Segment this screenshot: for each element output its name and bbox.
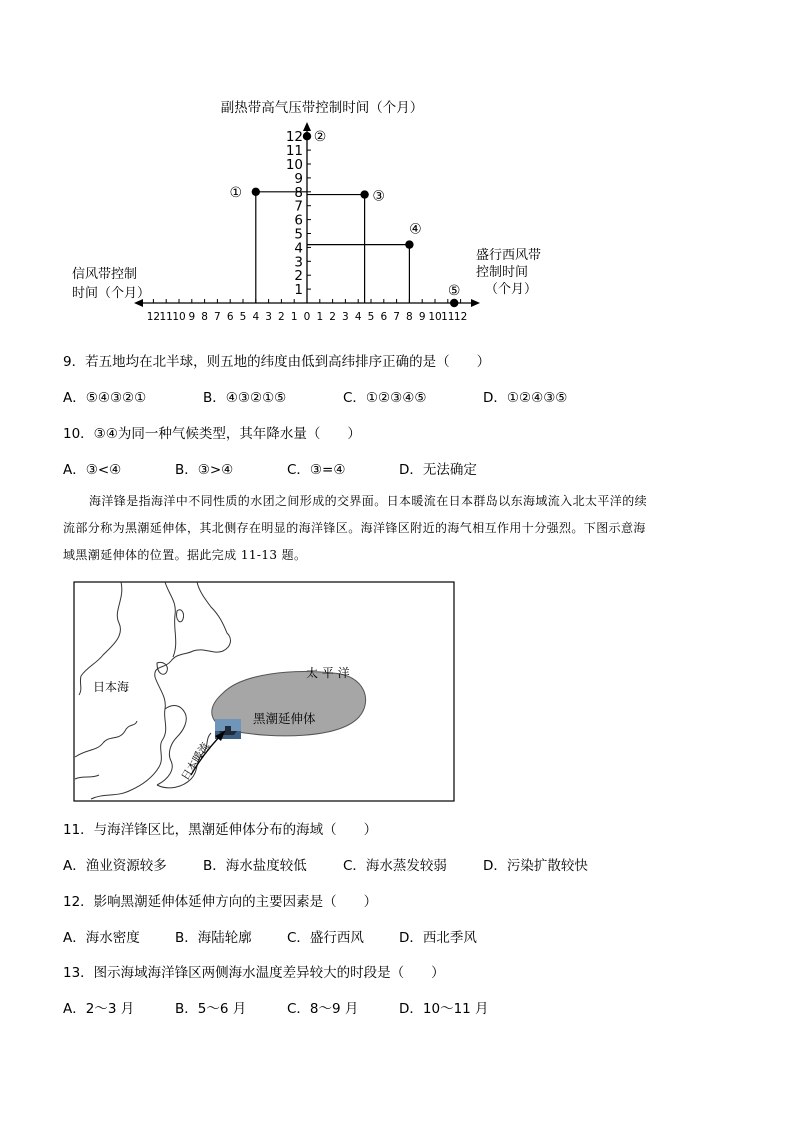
x-tick-label: 10 [428, 311, 442, 323]
data-point-label: ② [313, 129, 327, 146]
q9-option-c: C．①②③④⑤ [343, 390, 427, 406]
y-tick-label: 2 [294, 268, 303, 285]
x-tick-label: 9 [188, 311, 196, 323]
data-point-label: ③ [372, 188, 385, 205]
q11-option-b: B．海水盐度较低 [203, 858, 307, 874]
x-axis-title-right-line3: （个月） [485, 282, 538, 297]
x-tick-label: 1 [290, 311, 298, 323]
data-point [450, 299, 458, 307]
question-9: 9．若五地均在北半球，则五地的纬度由低到高纬排序正确的是（ ） [63, 354, 491, 370]
x-tick-label: 1 [316, 311, 324, 323]
q12-option-c: C．盛行西风 [287, 930, 364, 946]
current-label: 日本暖流 [179, 740, 212, 783]
passage-line-3: 域黑潮延伸体的位置。据此完成 11-13 题。 [63, 548, 307, 562]
q13-option-c: C．8～9 月 [287, 1001, 359, 1017]
y-tick-label: 12 [285, 129, 303, 146]
q13-option-b: B．5～6 月 [175, 1001, 247, 1017]
passage-line-2: 流部分称为黑潮延伸体，其北侧存在明显的海洋锋区。海洋锋区附近的海气相互作用十分强烈。下图示意海 [63, 521, 646, 535]
x-tick-label: 11 [159, 311, 173, 323]
q11-option-a: A．渔业资源较多 [63, 858, 167, 874]
data-point-label: ④ [409, 221, 422, 238]
x-axis-title-right [476, 247, 541, 297]
x-axis-title-left-line1: 信风带控制 [72, 267, 138, 282]
x-tick-label: 12 [146, 311, 161, 323]
x-tick-label: 0 [303, 311, 311, 323]
passage-line-1: 海洋锋是指海洋中不同性质的水团之间形成的交界面。日本暖流在日本群岛以东海域流入北太平洋的续 [89, 494, 648, 508]
x-tick-label: 9 [418, 311, 426, 323]
q9-option-b: B．④③②①⑤ [203, 390, 287, 406]
y-tick-label: 11 [285, 143, 303, 160]
q12-option-b: B．海陆轮廓 [175, 930, 252, 946]
axes [134, 122, 480, 307]
y-tick-label: 5 [294, 226, 303, 243]
q10-option-c: C．③=④ [287, 462, 346, 478]
x-axis-right-arrow [471, 299, 480, 307]
x-tick-label: 8 [406, 311, 413, 323]
question-10: 10．③④为同一种气候类型，其年降水量（ ） [63, 426, 361, 442]
data-point [405, 240, 413, 248]
y-tick-label: 1 [294, 282, 303, 299]
extension-label: 黑潮延伸体 [253, 711, 316, 726]
x-axis-title-left [72, 266, 150, 301]
y-tick-label: 6 [294, 212, 303, 229]
x-tick-label: 5 [367, 311, 375, 323]
y-tick-label: 8 [294, 184, 303, 201]
question-11: 11．与海洋锋区比，黑潮延伸体分布的海域（ ） [63, 822, 378, 838]
y-tick-label: 10 [285, 157, 303, 173]
sea-of-japan-label: 日本海 [93, 680, 130, 694]
y-tick-label: 9 [294, 170, 303, 187]
x-tick-label: 6 [380, 311, 388, 323]
x-tick-label: 7 [214, 311, 221, 323]
data-point [303, 132, 311, 140]
question-13: 13．图示海域海洋锋区两侧海水温度差异较大的时段是（ ） [63, 965, 445, 981]
passage [63, 488, 733, 569]
kuroshio-extension-map [73, 581, 455, 803]
x-tick-label: 4 [252, 311, 260, 323]
x-axis-title-right-line1: 盛行西风带 [476, 248, 542, 263]
climate-control-chart [0, 0, 794, 330]
question-12: 12．影响黑潮延伸体延伸方向的主要因素是（ ） [63, 894, 378, 910]
x-tick-label: 12 [453, 311, 468, 323]
x-tick-label: 8 [201, 311, 208, 323]
data-point [360, 190, 368, 198]
x-tick-label: 10 [172, 311, 186, 323]
q11-option-d: D．污染扩散较快 [483, 858, 588, 874]
y-axis-arrow [303, 122, 311, 131]
data-point [252, 188, 260, 196]
pacific-label: 太 平 洋 [306, 666, 350, 680]
x-axis-title-right-line2: 控制时间 [476, 265, 529, 280]
q10-option-b: B．③>④ [175, 462, 234, 478]
x-tick-label: 3 [265, 311, 272, 323]
y-tick-label: 4 [294, 240, 303, 257]
y-tick-label: 3 [294, 254, 303, 271]
x-axis-title-left-line2: 时间（个月） [72, 286, 151, 301]
x-tick-label: 2 [329, 311, 336, 323]
q9-option-d: D．①②④③⑤ [483, 390, 568, 406]
q12-option-a: A．海水密度 [63, 930, 140, 946]
data-point-label: ① [229, 184, 243, 201]
x-tick-label: 3 [342, 311, 349, 323]
y-axis-title: 副热带高气压带控制时间（个月） [220, 100, 424, 116]
q13-option-d: D．10～11 月 [399, 1001, 489, 1017]
q9-option-a: A．⑤④③②① [63, 390, 147, 406]
x-tick-label: 5 [239, 311, 247, 323]
x-tick-label: 6 [226, 311, 234, 323]
x-tick-label: 7 [393, 311, 400, 323]
x-tick-label: 11 [441, 311, 455, 323]
q12-option-d: D．西北季风 [399, 930, 477, 946]
x-tick-label: 2 [278, 311, 285, 323]
q13-option-a: A．2～3 月 [63, 1001, 135, 1017]
y-tick-label: 7 [294, 198, 303, 215]
q10-option-d: D．无法确定 [399, 462, 477, 478]
data-points [230, 129, 461, 307]
q11-option-c: C．海水蒸发较弱 [343, 858, 447, 874]
data-point-label: ⑤ [447, 283, 461, 299]
x-tick-label: 4 [354, 311, 362, 323]
q10-option-a: A．③<④ [63, 462, 122, 478]
